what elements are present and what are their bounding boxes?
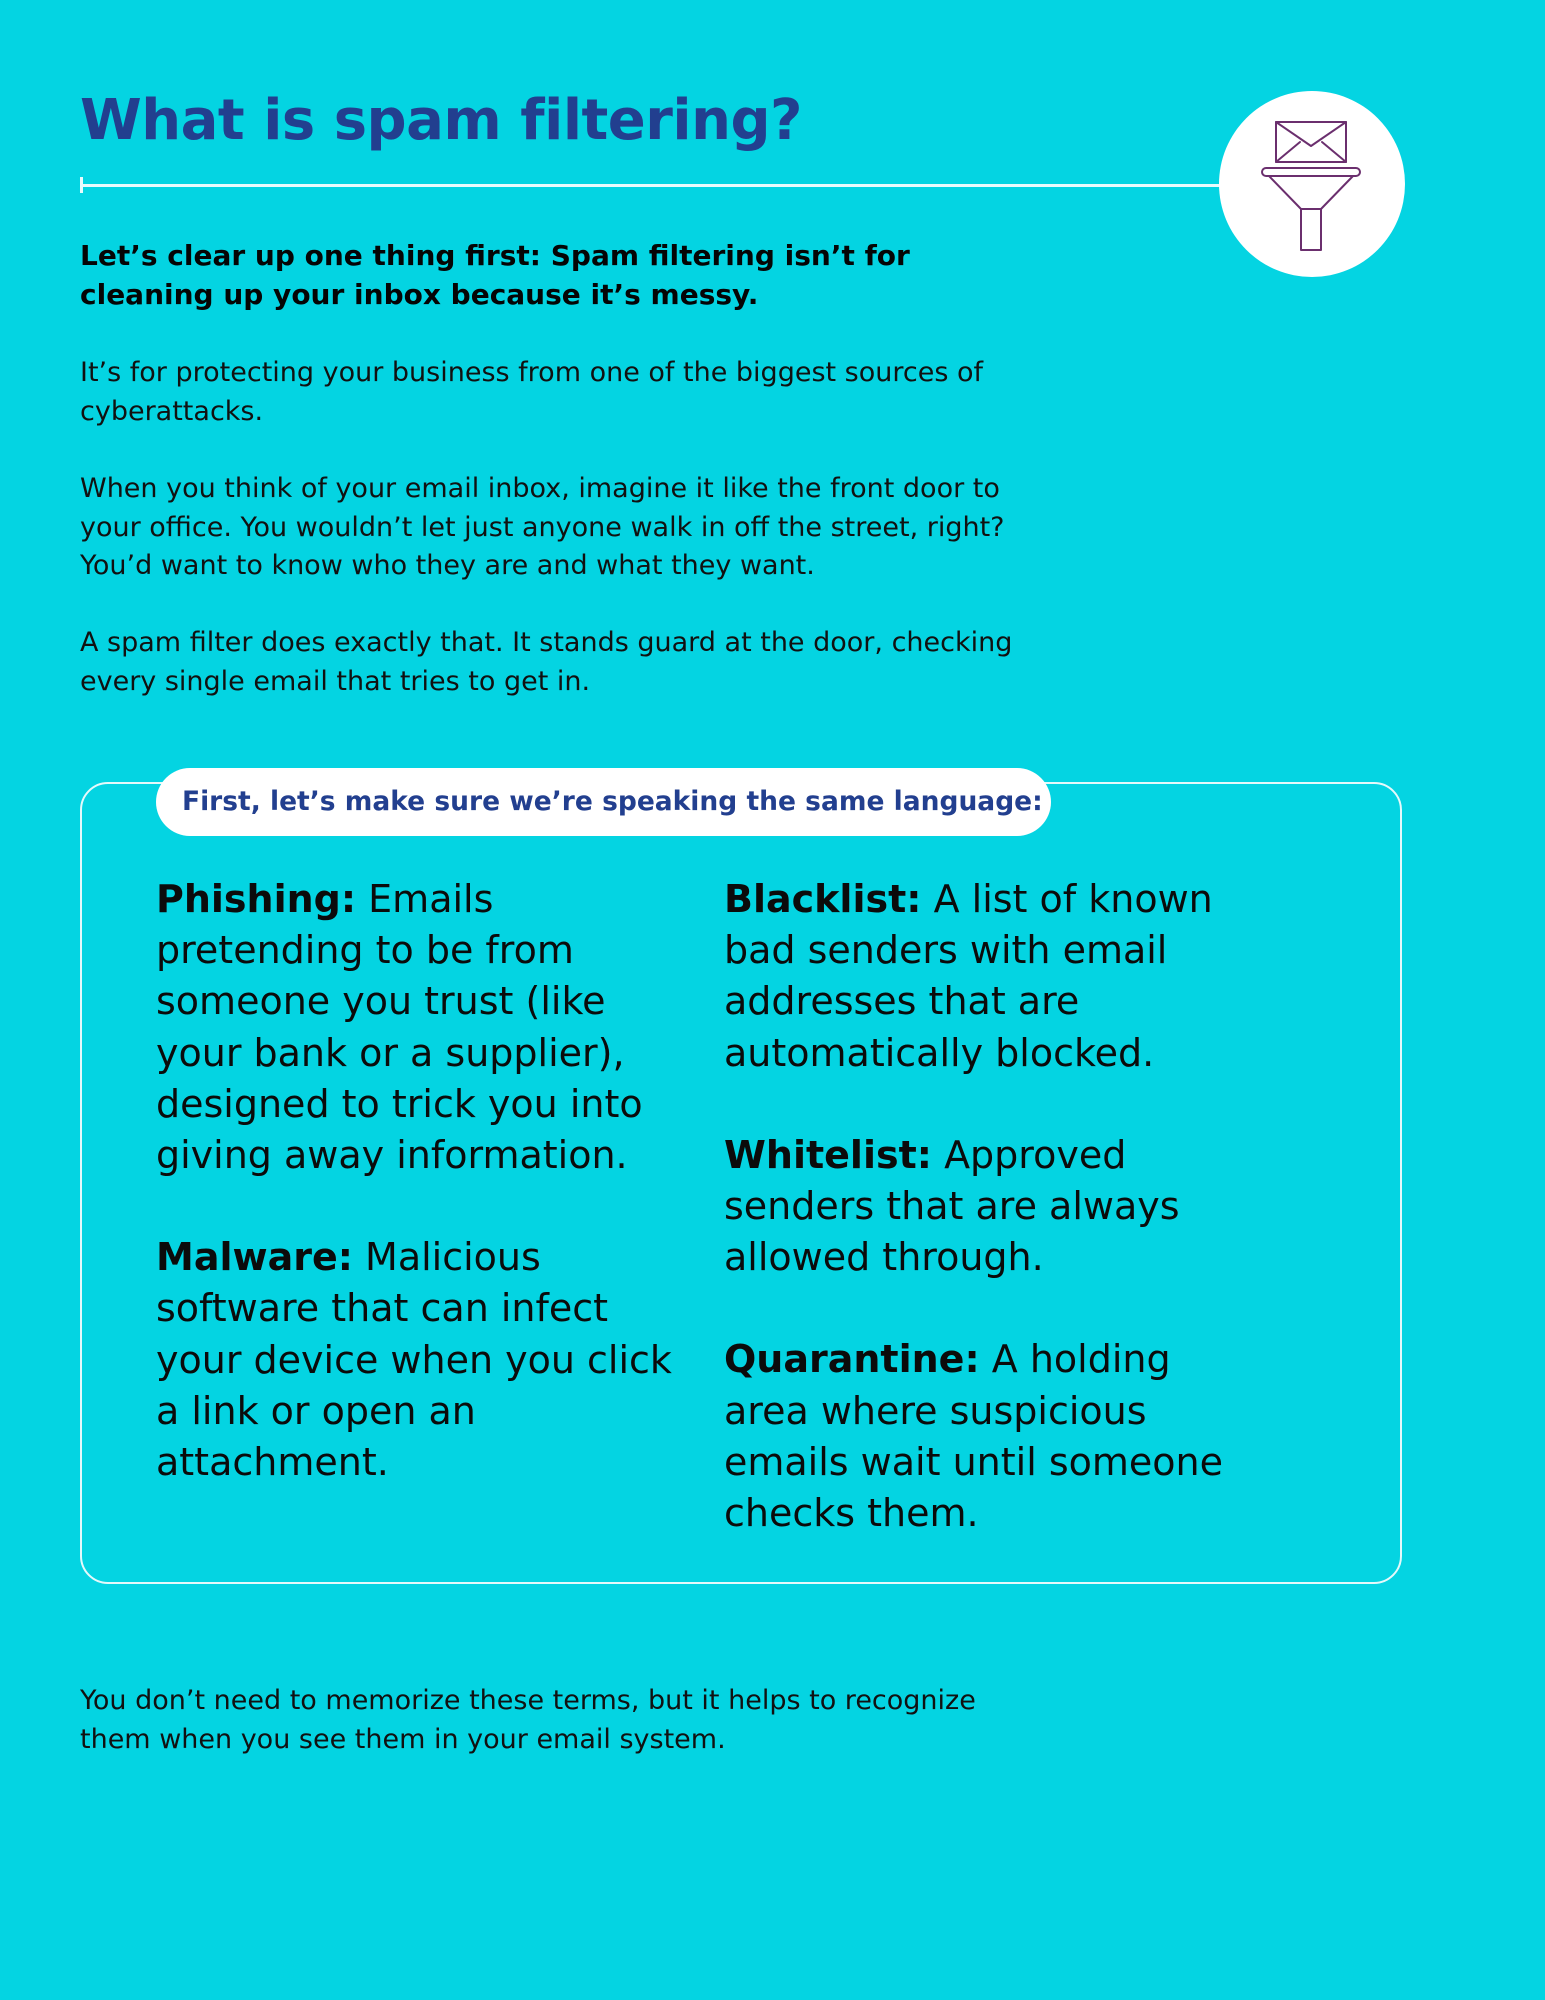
glossary-heading: First, let’s make sure we’re speaking the same language: bbox=[156, 768, 1051, 836]
footer-note: You don’t need to memorize these terms, but it helps to recognize them when you see them in your email system. bbox=[80, 1685, 976, 1755]
intro-paragraph-3: A spam filter does exactly that. It stands guard at the door, checking every single email that tries to get in. bbox=[80, 627, 1013, 697]
term-definition: Malicious software that can infect your device when you click a link or open an attachment. bbox=[156, 1235, 672, 1485]
term-definition: A list of known bad senders with email addresses that are automatically blocked. bbox=[724, 877, 1213, 1075]
intro-paragraph-1: It’s for protecting your business from one of the biggest sources of cyberattacks. bbox=[80, 357, 984, 427]
term-name: Quarantine: bbox=[724, 1337, 980, 1382]
intro-paragraph-2: When you think of your email inbox, imagine it like the front door to your office. You wouldn’t let just anyone walk in off the street, right? You’d want to know who they are and what they want. bbox=[80, 473, 1005, 581]
term-definition: Emails pretending to be from someone you trust (like your bank or a supplier), designed to trick you into giving away information. bbox=[156, 877, 643, 1178]
glossary-column-right bbox=[724, 874, 1244, 1590]
icon-badge bbox=[1219, 91, 1405, 277]
glossary-term-whitelist bbox=[724, 1130, 1244, 1284]
intro-lead: Let’s clear up one thing first: Spam filtering isn’t for cleaning up your inbox because it’s messy. bbox=[80, 239, 910, 311]
glossary-term-malware bbox=[156, 1232, 676, 1488]
term-name: Blacklist: bbox=[724, 877, 922, 921]
term-name: Whitelist: bbox=[724, 1132, 932, 1177]
glossary-term-blacklist bbox=[724, 874, 1244, 1079]
page-title: What is spam filtering? bbox=[80, 88, 803, 153]
term-name: Phishing: bbox=[156, 877, 357, 921]
term-definition: A holding area where suspicious emails wait until someone checks them. bbox=[724, 1337, 1223, 1536]
funnel-icon bbox=[1269, 176, 1353, 250]
term-name: Malware: bbox=[156, 1235, 353, 1280]
glossary-term-quarantine bbox=[724, 1334, 1244, 1539]
title-rule bbox=[80, 184, 1230, 187]
glossary-term-phishing bbox=[156, 874, 676, 1181]
filter-rim bbox=[1262, 168, 1360, 176]
mail-filter-icon bbox=[1219, 91, 1405, 277]
term-definition: Approved senders that are always allowed through. bbox=[724, 1132, 1180, 1280]
glossary-column-left bbox=[156, 874, 676, 1539]
